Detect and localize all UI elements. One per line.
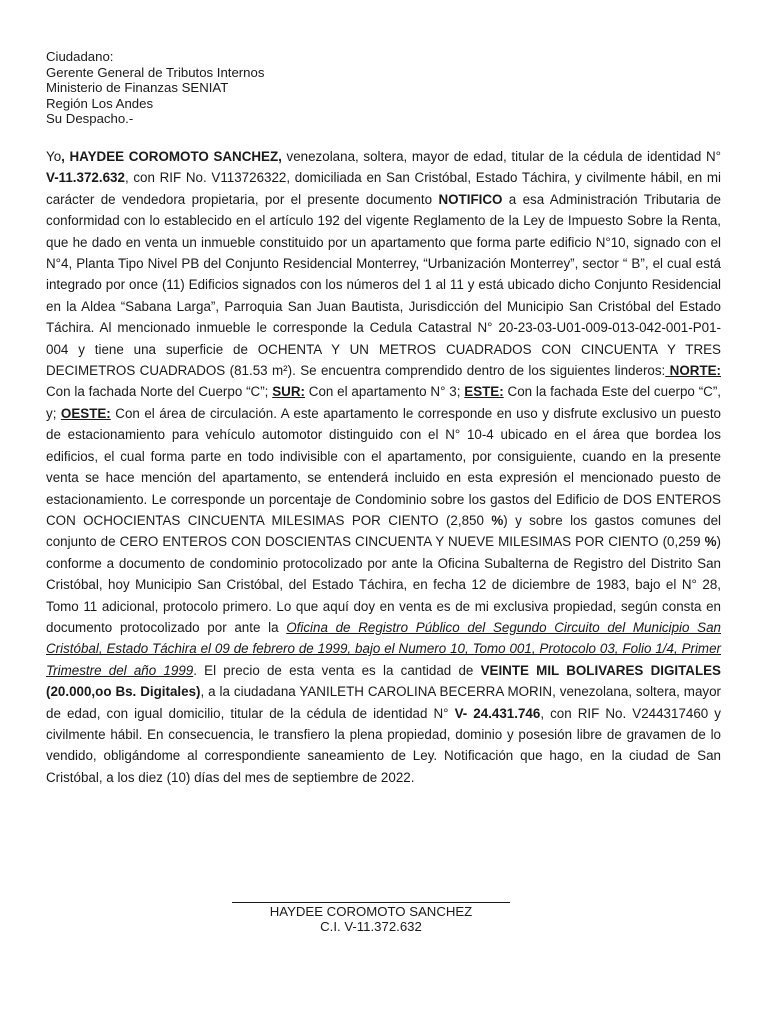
sale-price: VEINTE MIL BOLIVARES DIGITALES (20.000,oo Bs. Digitales)	[46, 662, 721, 700]
body-text: Con el área de circulación. A este apartamento le corresponde en uso y disfrute exclusivo un puesto de estacionamiento para vehículo automotor distinguido con el N° 10-4 ubicado en el área que bordea los edificios, el cual forma parte en todo indivisible con el apartamento, por consiguiente, cuando en la presente venta se hace mención del apartamento, se entenderá incluido en esta expresión el mencionado puesto de estacionamiento. Le corresponde un porcentaje de Condominio sobre los gastos del Edificio de DOS ENTEROS CON OCHOCIENTAS CINCUENTA MILESIMAS POR CIENTO (2,850	[46, 405, 721, 528]
body-text: venezolana, soltera, mayor de edad, titular de la cédula de identidad N°	[281, 149, 721, 164]
signer-id: C.I. V-11.372.632	[320, 919, 422, 934]
seller-id: V-11.372.632	[46, 170, 125, 186]
boundary-oeste: OESTE:	[60, 405, 111, 421]
body-text: ) conforme a documento de condominio protocolizado por ante la Oficina Subalterna de Registro del Distrito San Cristóbal, hoy Municipio San Cristóbal, del Estado Táchira, en fecha 12 de diciembre de 1983, bajo el N° 28, Tomo 11 adicional, protocolo primero. Lo que aquí doy en venta es de mi exclusiva propiedad, según consta en documento protocolizado por ante la	[46, 534, 721, 635]
buyer-id: V- 24.431.746	[454, 705, 541, 721]
addressee-line: Su Despacho.-	[46, 111, 134, 126]
boundary-norte: NORTE:	[665, 363, 722, 379]
body-text: Yo	[46, 149, 62, 164]
boundary-sur: SUR:	[272, 384, 305, 400]
body-text: a esa Administración Tributaria de conformidad con lo establecido en el artículo 192 del vigente Reglamento de la Ley de Impuesto Sobre la Renta, que he dado en venta un inmueble constituido por un apartamento que forma parte edificio N°10, signado con el N°4, Planta Tipo Nivel PB del Conjunto Residencial Monterrey, “Urbanización Monterrey”, sector “ B”, el cual está integrado por once (11) Edificios signados con los números del 1 al 11 y está ubicado dicho Conjunto Residencial en la Aldea “Sabana Larga”, Parroquia San Juan Bautista, Jurisdicción del Municipio San Cristóbal del Estado Táchira. Al mencionado inmueble le corresponde la Cedula Catastral N° 20-23-03-U01-009-013-042-001-P01-004 y tiene una superficie de OCHENTA Y UN METROS CUADRADOS CON CINCUENTA Y TRES DECIMETROS CUADRADOS (81.53 m²). Se encuentra comprendido dentro de los siguientes linderos:	[46, 191, 721, 379]
body-text: , a la ciudadana YANILETH CAROLINA BECERRA MORIN, venezolana, soltera, mayor de edad, con igual domicilio, titular de la cédula de identidad N°	[46, 684, 721, 721]
body-text: Con el apartamento N° 3;	[304, 384, 465, 400]
signer-name: HAYDEE COROMOTO SANCHEZ	[269, 904, 473, 919]
body-text: Con la fachada Este del cuerpo “C”, y;	[46, 384, 722, 421]
addressee-block	[46, 49, 264, 127]
seller-name: , HAYDEE COROMOTO SANCHEZ,	[61, 149, 282, 164]
signature-block	[232, 902, 510, 934]
percent-sign: %	[704, 534, 717, 550]
notification-body	[46, 146, 721, 788]
addressee-line: Ministerio de Finanzas SENIAT	[46, 80, 229, 95]
body-text: , con RIF No. V113726322, domiciliada en San Cristóbal, Estado Táchira, y civilmente hábil, en mi carácter de vendedora propietaria, por el presente documento	[46, 170, 721, 207]
body-text: , con RIF No. V244317460 y civilmente hábil. En consecuencia, le transfiero la plena propiedad, dominio y posesión libre de gravamen de lo vendido, obligándome al correspondiente saneamiento de Ley. Notificación que hago, en la ciudad de San Cristóbal, a los diez (10) días del mes de septiembre de 2022.	[46, 705, 721, 785]
addressee-line: Región Los Andes	[46, 95, 154, 111]
boundary-este: ESTE:	[464, 384, 504, 400]
addressee-line: Ciudadano:	[46, 49, 114, 64]
body-text: . El precio de esta venta es la cantidad de	[193, 662, 481, 678]
addressee-line: Gerente General de Tributos Internos	[46, 64, 265, 80]
signature-line	[232, 902, 510, 903]
body-text: ) y sobre los gastos comunes del conjunto de CERO ENTEROS CON DOSCIENTAS CINCUENTA Y NUEVE MILESIMAS POR CIENTO (0,259	[46, 512, 721, 550]
registry-reference: Oficina de Registro Público del Segundo Circuito del Municipio San Cristóbal, Estado Táchira el 09 de febrero de 1999, bajo el Numero 10, Tomo 001, Protocolo 03, Folio 1/4, Primer Trimestre del año 1999	[46, 619, 721, 678]
notifico-keyword: NOTIFICO	[438, 191, 503, 207]
body-text: Con la fachada Norte del Cuerpo “C”;	[46, 384, 273, 400]
percent-sign: %	[491, 512, 504, 528]
